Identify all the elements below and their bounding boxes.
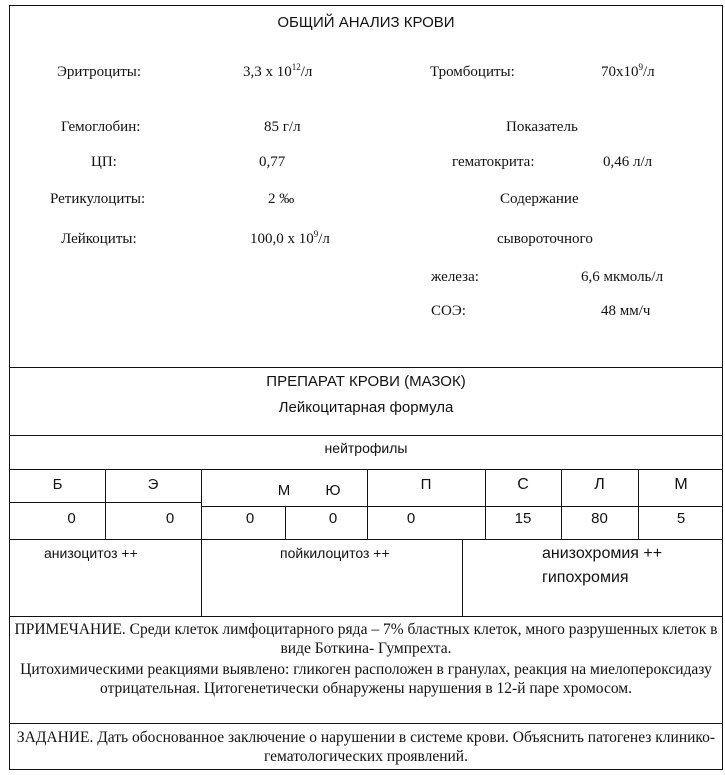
col-header-s: С: [517, 476, 529, 493]
hematocrit-label-1: Показатель: [506, 119, 578, 135]
iron-label-1: Содержание: [500, 191, 579, 207]
value-s: 15: [514, 510, 532, 527]
value-l: 80: [591, 510, 608, 527]
hemoglobin-value: 85 г/л: [264, 119, 301, 135]
col-header-l: Л: [594, 476, 605, 493]
lab-report-sheet: [9, 5, 723, 770]
anisochromia: анизохромия ++: [542, 545, 663, 562]
cp-value: 0,77: [259, 154, 286, 170]
col-header-m: М: [277, 482, 291, 499]
col-line-7: [638, 469, 639, 539]
smear-subtitle: Лейкоцитарная формула: [278, 399, 454, 416]
row-divider-right: [201, 506, 722, 507]
task-top-border: [10, 723, 722, 724]
col-header-p: П: [420, 476, 432, 493]
esr-label: СОЭ:: [431, 303, 466, 319]
morph-line-1: [201, 539, 202, 616]
cp-label: ЦП:: [91, 154, 117, 170]
col-header-yu: Ю: [325, 482, 341, 499]
hemoglobin-label: Гемоглобин:: [61, 119, 141, 135]
col-header-b: Б: [52, 476, 63, 493]
header-divider: [10, 469, 722, 470]
col-line-1: [105, 469, 106, 539]
col-line-5: [485, 469, 486, 539]
note-paragraph-1: ПРИМЕЧАНИЕ. Среди клеток лимфоцитарного ряда – 7% бластных клеток, много разрушенных клеток в виде Боткина- Гумпрехта.: [14, 621, 718, 657]
col-line-4: [367, 469, 368, 539]
value-m2: 5: [676, 510, 686, 527]
col-header-e: Э: [147, 476, 159, 493]
task-text: ЗАДАНИЕ. Дать обоснованное заключение о нарушении в системе крови. Объяснить патогенез клинико-гематологических проявлений.: [16, 729, 716, 765]
iron-value: 6,6 мкмоль/л: [581, 269, 664, 285]
leukocytes-value: 100,0 х $10^9/л$: [250, 229, 330, 247]
erythrocytes-value: 3,3 х $10^{12}/л$: [243, 62, 313, 80]
poikilocytosis: пойкилоцитоз ++: [280, 545, 390, 561]
esr-value: 48 мм/ч: [601, 303, 651, 319]
neutrophils-header: нейтрофилы: [324, 440, 408, 456]
reticulocytes-label: Ретикулоциты:: [50, 191, 146, 207]
value-m: 0: [245, 510, 255, 527]
value-b: 0: [67, 510, 76, 527]
iron-label-3: железа:: [431, 269, 479, 285]
col-header-m2: М: [674, 476, 688, 493]
section-divider: [10, 367, 722, 368]
value-yu: 0: [328, 510, 338, 527]
note-paragraph-2: Цитохимическими реакциями выявлено: гликоген расположен в гранулах, реакция на миелопероксидазу отрицательная. Цитогенетически обнаружены нарушения в 12-й паре хромосом.: [20, 661, 712, 697]
hypochromia: гипохромия: [542, 569, 629, 586]
anisocytosis: анизоцитоз ++: [44, 545, 138, 561]
value-e: 0: [165, 510, 175, 527]
col-line-6: [561, 469, 562, 539]
leukocytes-label: Лейкоциты:: [61, 231, 137, 247]
morph-line-2: [462, 539, 463, 616]
platelets-label: Тромбоциты:: [430, 64, 515, 80]
smear-title: ПРЕПАРАТ КРОВИ (МАЗОК): [266, 373, 466, 390]
table-top-border: [10, 435, 722, 436]
note-top-border: [10, 616, 722, 617]
value-p: 0: [406, 510, 416, 527]
general-analysis-title: ОБЩИЙ АНАЛИЗ КРОВИ: [277, 14, 455, 31]
col-line-2: [201, 469, 202, 539]
hematocrit-label-2: гематокрита:: [452, 154, 535, 170]
col-line-3: [285, 506, 286, 539]
erythrocytes-label: Эритроциты:: [57, 64, 142, 80]
hematocrit-value: 0,46 л/л: [603, 154, 653, 170]
platelets-value: $70х10^9/л$: [601, 62, 655, 80]
table-bottom-border: [10, 539, 722, 540]
reticulocytes-value: 2 ‰: [268, 191, 295, 207]
iron-label-2: сывороточного: [497, 231, 593, 247]
